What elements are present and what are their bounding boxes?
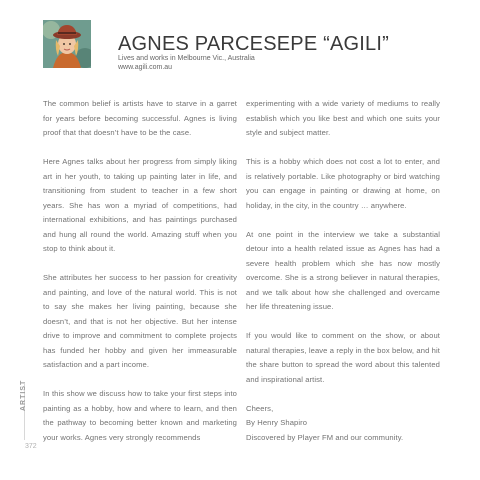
section-label: ARTIST bbox=[20, 379, 27, 411]
paragraph: If you would like to comment on the show, or about natural therapies, leave a reply in the box below, and hit the share button to spread the word about this talented and inspirational artist. bbox=[246, 331, 440, 384]
paragraph: She attributes her success to her passion for creativity and painting, and love of the natural world. This is not to say she makes her living painting, because she doesn’t, and that is not her objective. But her intense drive to improve and commitment to complete projects has funded her hobby and given her immeasurable satisfaction and a part income. bbox=[43, 273, 237, 369]
signoff bbox=[246, 402, 440, 446]
left-column bbox=[43, 97, 237, 460]
paragraph: In this show we discuss how to take your first steps into painting as a hobby, how and where to learn, and then the pathway to becoming better known and marketing your works. Agnes very strongly recommends bbox=[43, 389, 237, 442]
signoff-cheers: Cheers, bbox=[246, 403, 274, 413]
artist-name: AGNES PARCESEPE “AGILI” bbox=[118, 33, 389, 55]
artist-location: Lives and works in Melbourne Vic., Australia bbox=[118, 55, 255, 62]
paragraph: At one point in the interview we take a substantial detour into a health related issue as Agnes has had a severe health problem which she has now mostly overcome. She is a strong believer in natural therapies, and we talk about how she challenged and overcame her life threatening issue. bbox=[246, 229, 440, 311]
artist-portrait bbox=[43, 20, 91, 68]
right-column bbox=[246, 97, 440, 445]
signoff-byline: By Henry Shapiro bbox=[246, 418, 308, 427]
signoff-discovered: Discovered by Player FM and our community. bbox=[246, 432, 404, 442]
paragraph: experimenting with a wide variety of mediums to really establish which you like best and which one suits your style and subject matter. bbox=[246, 99, 440, 137]
paragraph: Here Agnes talks about her progress from simply liking art in her youth, to taking up painting later in life, and transitioning from student to teacher in a few short years. She has won a myriad of competitions, had international exhibitions, and has paintings purchased and hung all round the world. Amazing stuff when you stop to think about it. bbox=[43, 157, 237, 253]
paragraph: The common belief is artists have to starve in a garret for years before becoming successful. Agnes is living proof that that doesn’t have to be the case. bbox=[43, 99, 237, 137]
page-header bbox=[118, 33, 458, 72]
page-number: 372 bbox=[25, 443, 37, 450]
artist-website: www.agili.com.au bbox=[118, 63, 173, 71]
paragraph: This is a hobby which does not cost a lot to enter, and is relatively portable. Like photography or bird watching you can engage in painting or drawing at home, on holiday, in the city, in the country … anywhere. bbox=[246, 157, 440, 210]
